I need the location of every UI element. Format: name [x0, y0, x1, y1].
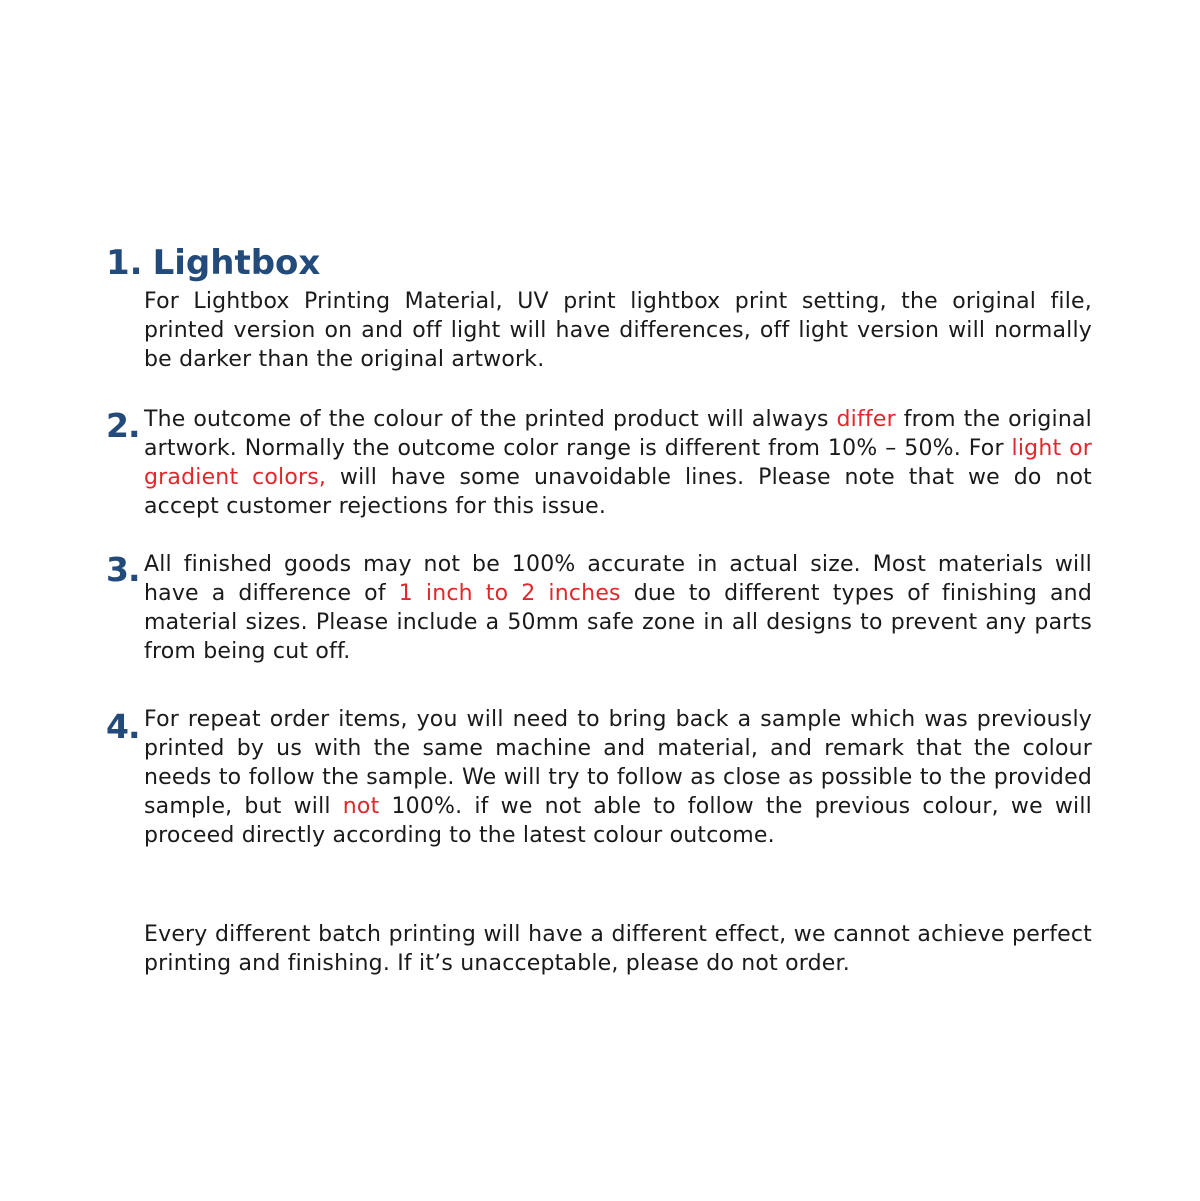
section-2-text-part: will have some unavoidable lines. Please note that we do not accept customer rejections for this issue. — [144, 465, 1092, 519]
section-2-text-part: from the original artwork. Normally the outcome color range is different from 10% – 50%. For — [144, 407, 1092, 461]
section-3-text — [144, 550, 1092, 666]
section-2-highlight-colors: light or gradient colors, — [144, 436, 1093, 490]
section-4-highlight-not: not — [342, 794, 380, 819]
section-4-text — [144, 705, 1092, 850]
section-3-highlight-inches: 1 inch to 2 inches — [398, 581, 621, 606]
section-4-number: 4. — [106, 707, 140, 746]
section-2-highlight-differ: differ — [836, 407, 896, 432]
section-3-number: 3. — [106, 550, 140, 589]
footer-note: Every different batch printing will have a different effect, we cannot achieve perfect printing and finishing. If it’s unacceptable, please do not order. — [144, 922, 1092, 976]
section-4-text-part: 100%. if we not able to follow the previous colour, we will proceed directly according to the latest colour outcome. — [144, 794, 1092, 848]
section-1-heading — [106, 243, 320, 283]
section-2-text-part: The outcome of the colour of the printed product will always — [144, 407, 837, 432]
section-3-text-part: due to different types of finishing and material sizes. Please include a 50mm safe zone in all designs to prevent any parts from being cut off. — [144, 581, 1092, 664]
section-2-text — [144, 405, 1092, 521]
section-1-title: Lightbox — [152, 243, 321, 283]
section-4-text-part: For repeat order items, you will need to bring back a sample which was previously printed by us with the same machine and material, and remark that the colour needs to follow the sample. We will try to follow as close as possible to the provided sample, but will — [144, 707, 1092, 819]
section-1-number: 1. — [106, 243, 143, 283]
section-2-number: 2. — [106, 406, 140, 445]
section-1-text: For Lightbox Printing Material, UV print lightbox print setting, the original file, printed version on and off light will have differences, off light version will normally be darker than the original artwork. — [144, 289, 1092, 372]
section-3-text-part: All finished goods may not be 100% accurate in actual size. Most materials will have a difference of — [144, 552, 1092, 606]
